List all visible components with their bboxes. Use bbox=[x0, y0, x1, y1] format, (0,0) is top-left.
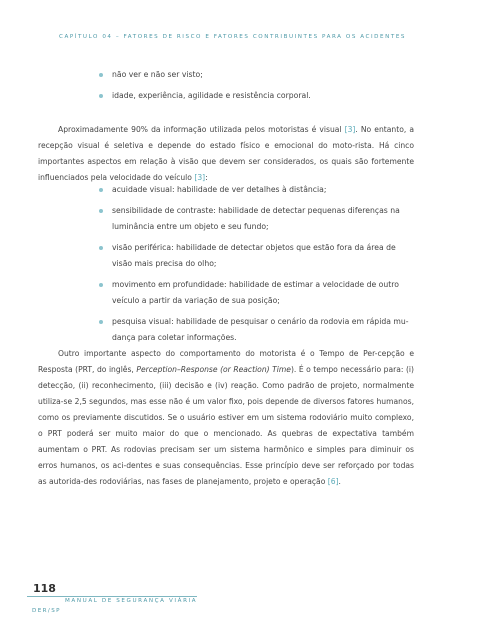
bullet-icon bbox=[99, 94, 103, 98]
paragraph-text: . bbox=[338, 477, 341, 486]
bullet-icon bbox=[99, 320, 103, 324]
bullet-icon bbox=[99, 283, 103, 287]
list-item-text: acuidade visual: habilidade de ver detalhes à distância; bbox=[112, 185, 327, 194]
paragraph-text: Outro importante aspecto do comportamento do motorista é o Tempo de Per-cepção e Resposta (PRT, do inglês, bbox=[38, 349, 414, 374]
citation-link[interactable]: [3] bbox=[344, 125, 356, 134]
paragraph-text: . No entanto, a recepção visual é seletiva e depende do estado físico e emocional do moto-rista. Há cinco importantes aspectos em relação à visão que devem ser considerados, os quais são fortemente influenciados pela velocidade do veículo bbox=[38, 125, 414, 182]
list-item bbox=[98, 277, 416, 309]
bullet-icon bbox=[99, 73, 103, 77]
bullet-icon bbox=[99, 209, 103, 213]
footer-manual-title: MANUAL DE SEGURANÇA VIÁRIA bbox=[65, 598, 198, 604]
bullet-icon bbox=[99, 246, 103, 250]
list-item-text: visão periférica: habilidade de detectar objetos que estão fora da área de visão mais precisa do olho; bbox=[112, 243, 396, 268]
list-item bbox=[98, 314, 416, 346]
citation-link[interactable]: [3] bbox=[194, 173, 206, 182]
paragraph-text: ). É o tempo necessário para: (i) detecção, (ii) reconhecimento, (iii) decisão e (iv) reação. Como padrão de projeto, normalmente utiliza-se 2,5 segundos, mas esse não é um valor fixo, pois depende de diversos fatores humanos, como os previamente discutidos. Se o usuário estiver em um sistema rodoviário muito complexo, o PRT poderá ser muito maior do que o mencionado. As quebras de expectativa também aumentam o PRT. As rodovias precisam ser um sistema harmônico e simples para diminuir os erros humanos, os aci-dentes e suas consequências. Esse princípio deve ser reforçado por todas as autorida-des rodoviárias, nas fases de planejamento, projeto e operação bbox=[38, 365, 414, 486]
bullet-list-risk-factors bbox=[98, 67, 418, 109]
list-item bbox=[98, 203, 416, 235]
list-item-text: sensibilidade de contraste: habilidade de detectar pequenas diferenças na luminância entre um objeto e seu fundo; bbox=[112, 206, 400, 231]
paragraph-text: Aproximadamente 90% da informação utilizada pelos motoristas é visual bbox=[58, 125, 345, 134]
chapter-header: CAPÍTULO 04 – FATORES DE RISCO E FATORES CONTRIBUINTES PARA OS ACIDENTES bbox=[59, 34, 407, 40]
list-item-text: movimento em profundidade: habilidade de estimar a velocidade de outro veículo a partir da variação de sua posição; bbox=[112, 280, 399, 305]
paragraph-prt bbox=[38, 346, 414, 490]
paragraph-text: : bbox=[205, 173, 208, 182]
paragraph-italic-term: Perception–Response (or Reaction) Time bbox=[136, 365, 291, 374]
list-item-text: idade, experiência, agilidade e resistência corporal. bbox=[112, 91, 311, 100]
list-item-text: não ver e não ser visto; bbox=[112, 70, 203, 79]
list-item bbox=[98, 67, 418, 83]
bullet-icon bbox=[99, 188, 103, 192]
page-number: 118 bbox=[33, 582, 56, 595]
paragraph-visual-information bbox=[38, 122, 414, 186]
list-item bbox=[98, 88, 418, 104]
footer-organization: DER/SP bbox=[32, 608, 61, 614]
list-item bbox=[98, 182, 416, 198]
citation-link[interactable]: [6] bbox=[327, 477, 339, 486]
list-item bbox=[98, 240, 416, 272]
list-item-text: pesquisa visual: habilidade de pesquisar o cenário da rodovia em rápida mu-dança para coletar informações. bbox=[112, 317, 409, 342]
bullet-list-vision-aspects bbox=[98, 182, 416, 351]
footer-divider bbox=[27, 596, 197, 597]
